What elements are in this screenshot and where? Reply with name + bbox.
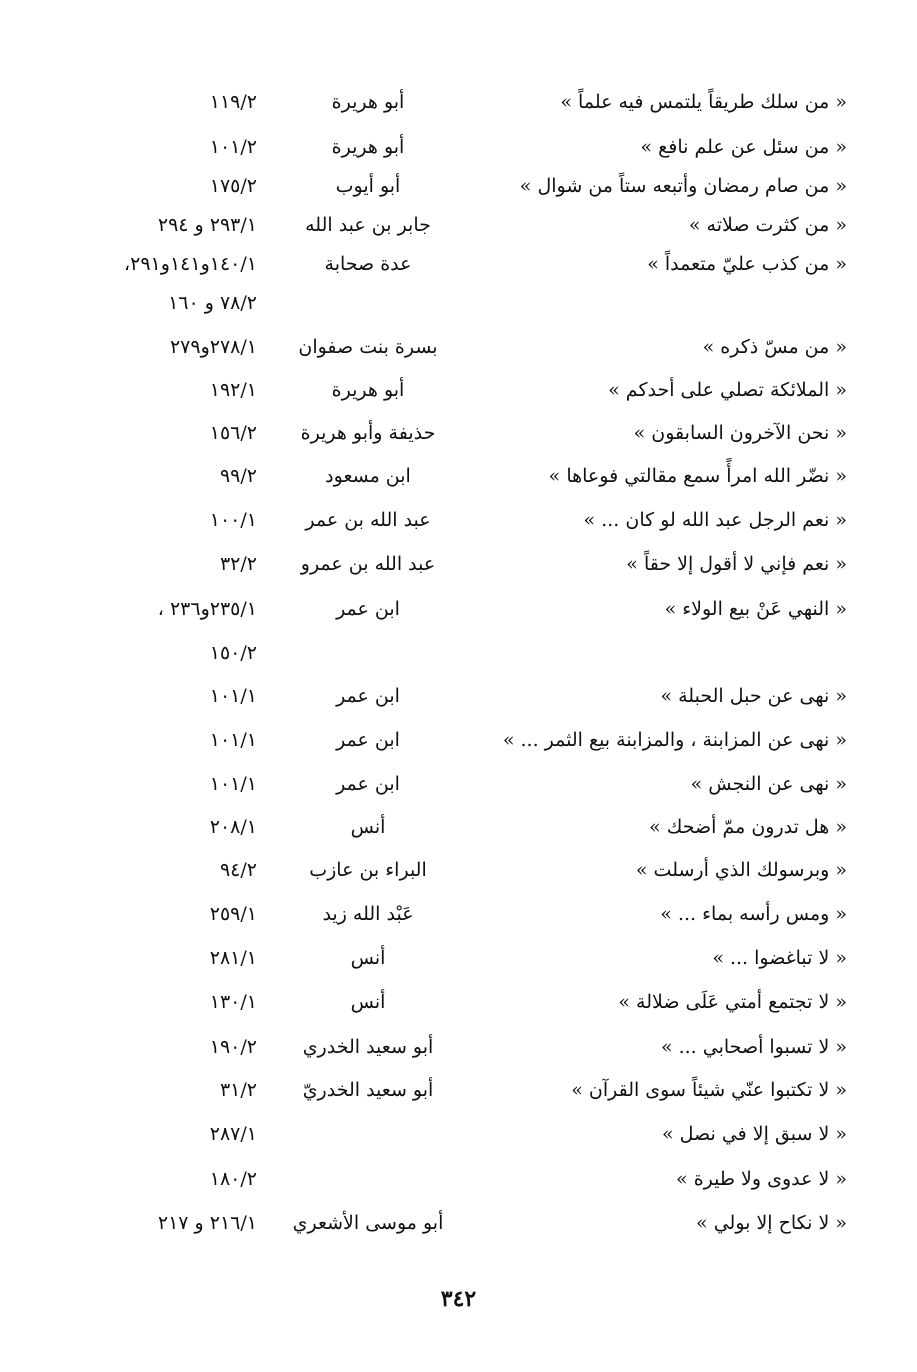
narrator-name: أبو سعيد الخدري	[302, 1036, 434, 1058]
narrator-name: ابن عمر	[336, 729, 400, 751]
page-reference: ١٠١/١	[209, 773, 257, 795]
narrator-name: بسرة بنت صفوان	[298, 336, 438, 358]
hadith-text: « لا تكتبوا عنّي شيئاً سوى القرآن »	[571, 1079, 847, 1101]
index-row	[0, 633, 917, 673]
index-row	[0, 720, 917, 760]
page-reference: ٢٠٨/١	[209, 816, 257, 838]
hadith-text: « ومس رأسه بماء ... »	[660, 903, 847, 925]
hadith-text: « من مسّ ذكره »	[702, 336, 847, 358]
hadith-text: « لا تسبوا أصحابي ... »	[660, 1036, 847, 1058]
page-reference: ١٣٠/١	[209, 991, 257, 1013]
page-reference: ٢٨٧/١	[209, 1123, 257, 1145]
narrator-name: عدة صحابة	[324, 253, 412, 275]
hadith-text: « نضّر الله امرأً سمع مقالتي فوعاها »	[548, 465, 847, 487]
index-row	[0, 807, 917, 847]
index-row	[0, 894, 917, 934]
index-row	[0, 127, 917, 167]
page-reference: ٩٩/٢	[219, 465, 257, 487]
index-row	[0, 1114, 917, 1154]
narrator-name: عبد الله بن عمرو	[300, 553, 436, 575]
hadith-text: « لا عدوى ولا طيرة »	[676, 1168, 847, 1190]
narrator-name: ابن مسعود	[325, 465, 411, 487]
page-reference: ١٥٠/٢	[209, 642, 257, 664]
hadith-text: « من سئل عن علم نافع »	[640, 136, 847, 158]
index-row	[0, 327, 917, 367]
page-reference: ٢٨١/١	[209, 947, 257, 969]
hadith-text: « نعم فإني لا أقول إلا حقاً »	[626, 553, 847, 575]
narrator-name: أبو هريرة	[331, 91, 405, 113]
narrator-name: أنس	[350, 947, 386, 969]
hadith-text: « النهي عَنْ بيع الولاء »	[664, 598, 847, 620]
page-reference: ٧٨/٢ و ١٦٠	[168, 292, 257, 314]
page-reference: ٢١٦/١ و ٢١٧	[157, 1212, 257, 1234]
index-row	[0, 1159, 917, 1199]
narrator-name: أنس	[350, 816, 386, 838]
narrator-name: أبو هريرة	[331, 136, 405, 158]
index-row	[0, 982, 917, 1022]
index-row	[0, 413, 917, 453]
page-reference: ١٩٠/٢	[209, 1036, 257, 1058]
hadith-text: « من كثرت صلاته »	[688, 214, 847, 236]
page-reference: ١٠١/١	[209, 729, 257, 751]
index-row	[0, 283, 917, 323]
page-reference: ٢٩٣/١ و ٢٩٤	[157, 214, 257, 236]
hadith-text: « نهى عن حبل الحبلة »	[660, 685, 847, 707]
page-reference: ١٠٠/١	[209, 509, 257, 531]
narrator-name: حذيفة وأبو هريرة	[300, 422, 436, 444]
index-row	[0, 764, 917, 804]
index-row	[0, 244, 917, 284]
page-reference: ١٥٦/٢	[209, 422, 257, 444]
index-row	[0, 1203, 917, 1243]
index-row	[0, 456, 917, 496]
page-reference: ١٩٢/١	[209, 379, 257, 401]
narrator-name: جابر بن عبد الله	[305, 214, 431, 236]
index-row	[0, 82, 917, 122]
narrator-name: ابن عمر	[336, 685, 400, 707]
narrator-name: أبو هريرة	[331, 379, 405, 401]
page-reference: ٢٣٥/١و٢٣٦ ،	[157, 598, 257, 620]
index-row	[0, 1070, 917, 1110]
hadith-text: « الملائكة تصلي على أحدكم »	[608, 379, 847, 401]
narrator-name: ابن عمر	[336, 773, 400, 795]
index-row	[0, 676, 917, 716]
hadith-text: « لا سبق إلا في نصل »	[661, 1123, 847, 1145]
page-reference: ١٤٠/١و١٤١و٢٩١،	[124, 253, 257, 275]
narrator-name: أبو أيوب	[335, 175, 401, 197]
page-reference: ١١٩/٢	[209, 91, 257, 113]
narrator-name: أنس	[350, 991, 386, 1013]
index-row	[0, 589, 917, 629]
index-row	[0, 205, 917, 245]
hadith-text: « من صام رمضان وأتبعه ستاً من شوال »	[519, 175, 847, 197]
narrator-name: أبو سعيد الخدريّ	[302, 1079, 434, 1101]
hadith-text: « وبرسولك الذي أرسلت »	[635, 859, 847, 881]
index-row	[0, 370, 917, 410]
index-row	[0, 850, 917, 890]
index-row	[0, 1027, 917, 1067]
page-reference: ٣١/٢	[219, 1079, 257, 1101]
hadith-text: « نهى عن النجش »	[690, 773, 847, 795]
index-row	[0, 500, 917, 540]
index-row	[0, 166, 917, 206]
page-reference: ١٨٠/٢	[209, 1168, 257, 1190]
page-number: ٣٤٢	[440, 1286, 477, 1312]
narrator-name: ابن عمر	[336, 598, 400, 620]
page-reference: ٣٢/٢	[219, 553, 257, 575]
hadith-text: « نهى عن المزابنة ، والمزابنة بيع الثمر ... »	[502, 729, 847, 751]
page-reference: ٩٤/٢	[219, 859, 257, 881]
narrator-name: البراء بن عازب	[309, 859, 427, 881]
index-row	[0, 938, 917, 978]
hadith-text: « لا نكاح إلا بولي »	[696, 1212, 847, 1234]
hadith-text: « نحن الآخرون السابقون »	[633, 422, 847, 444]
hadith-text: « لا تجتمع أمتي عَلَى ضلالة »	[618, 991, 847, 1013]
hadith-text: « هل تدرون ممّ أضحك »	[649, 816, 847, 838]
narrator-name: عَبْد الله زيد	[322, 903, 414, 925]
page-reference: ٢٧٨/١و٢٧٩	[169, 336, 257, 358]
page-reference: ٢٥٩/١	[209, 903, 257, 925]
index-row	[0, 544, 917, 584]
hadith-text: « من كذب عليّ متعمداً »	[647, 253, 847, 275]
narrator-name: عبد الله بن عمر	[305, 509, 431, 531]
page-reference: ١٧٥/٢	[209, 175, 257, 197]
hadith-text: « من سلك طريقاً يلتمس فيه علماً »	[560, 91, 847, 113]
page-reference: ١٠١/٢	[209, 136, 257, 158]
page-reference: ١٠١/١	[209, 685, 257, 707]
hadith-text: « لا تباغضوا ... »	[712, 947, 847, 969]
narrator-name: أبو موسى الأشعري	[292, 1212, 444, 1234]
hadith-text: « نعم الرجل عبد الله لو كان ... »	[583, 509, 847, 531]
